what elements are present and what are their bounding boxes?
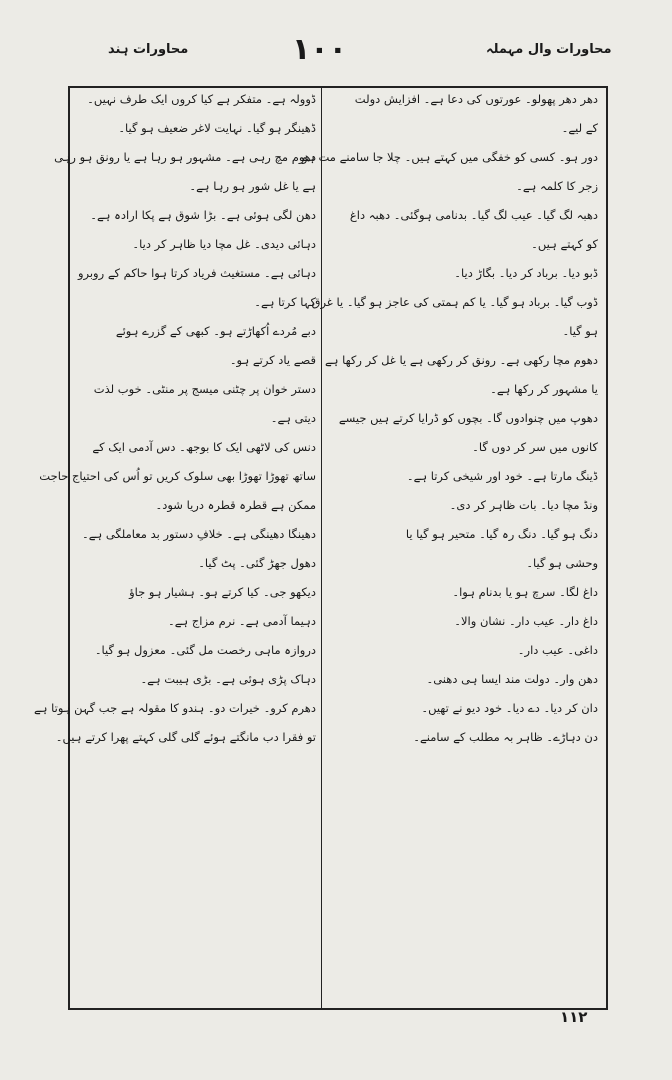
text-line: ڈوولہ ہے۔ متفکر ہے کیا کروں ایک طرف نہیں۔: [87, 92, 316, 106]
text-line: تو فقرا دب مانگتے ہوئے گلی گلی کہتے پھرا کرتے ہیں۔: [55, 730, 316, 744]
text-line: دبے مُردے اُکھاڑتے ہو۔ کبھی کے گزرے ہوئے: [115, 324, 316, 338]
text-line: دہیما آدمی ہے۔ نرم مزاج ہے۔: [167, 614, 316, 628]
text-line: دہائی ہے۔ مستغیث فریاد کرتا ہوا حاکم کے روبرو: [77, 266, 316, 280]
running-header-right: محاورات وال مہملہ: [486, 42, 612, 57]
text-line: داغی۔ عیب دار۔: [517, 643, 598, 657]
text-line: دیتی ہے۔: [270, 411, 316, 425]
text-line: دھر دھر پھولو۔ عورتوں کی دعا ہے۔ افزایش دولت: [354, 92, 598, 106]
text-line: دھن لگی ہوئی ہے۔ بڑا شوق ہے پکا ارادہ ہے۔: [90, 208, 316, 222]
text-line: دھوم مچ رہی ہے۔ مشہور ہو رہا ہے یا رونق ہو رہی: [54, 150, 316, 164]
text-line: دنس کی لاٹھی ایک کا بوجھ۔ دس آدمی ایک کے: [92, 440, 316, 454]
right-column: [302, 92, 598, 759]
text-line: کہا کرتا ہے۔: [254, 295, 316, 309]
text-line: ڈینگ مارتا ہے۔ خود اور شیخی کرتا ہے۔: [406, 469, 598, 483]
text-line: دنگ ہو گیا۔ دنگ رہ گیا۔ متحیر ہو گیا یا: [405, 527, 598, 541]
text-line: ہو گیا۔: [562, 324, 598, 338]
text-line: دھول جھڑ گئی۔ پٹ گیا۔: [198, 556, 316, 570]
text-line: کے لیے۔: [561, 121, 598, 135]
text-line: ونڈ مچا دیا۔ بات ظاہر کر دی۔: [449, 498, 598, 512]
text-line: ساتھ تھوڑا تھوڑا بھی سلوک کریں تو اُس کی احتیاج حاجت: [39, 469, 316, 483]
text-line: دیکھو جی۔ کیا کرتے ہو۔ ہشیار ہو جاؤ: [129, 585, 316, 599]
text-line: دھبہ لگ گیا۔ عیب لگ گیا۔ بدنامی ہوگئی۔ دھبہ داغ: [349, 208, 598, 222]
text-line: ڈھینگر ہو گیا۔ نہایت لاغر ضعیف ہو گیا۔: [118, 121, 316, 135]
text-line: دہائی دیدی۔ غل مچا دیا ظاہر کر دیا۔: [132, 237, 316, 251]
sheet-number: ١١٢: [560, 1008, 588, 1026]
text-line: داغ لگا۔ سرچ ہو یا بدنام ہوا۔: [452, 585, 598, 599]
text-line: دہاک پڑی ہوئی ہے۔ بڑی ہیبت ہے۔: [140, 672, 316, 686]
text-line: دان کر دیا۔ دے دیا۔ خود دیو نے تھیں۔: [421, 701, 598, 715]
text-line: دروازہ ماہی رخصت مل گئی۔ معزول ہو گیا۔: [94, 643, 316, 657]
text-line: داغ دار۔ عیب دار۔ نشان والا۔: [454, 614, 598, 628]
text-line: قصے یاد کرتے ہو۔: [229, 353, 316, 367]
text-line: دن دہاڑے۔ ظاہر بہ مطلب کے سامنے۔: [413, 730, 598, 744]
text-line: دور ہو۔ کسی کو خفگی میں کہتے ہیں۔ چلا جا سامنے مت ہو: [302, 150, 598, 164]
text-line: دھوم مچا رکھی ہے۔ رونق کر رکھی ہے یا غل کر رکھا ہے: [325, 353, 598, 367]
page-number: ١٠٠: [292, 32, 347, 67]
text-line: دھن وار۔ دولت مند ایسا ہی دھنی۔: [426, 672, 598, 686]
text-line: ممکن ہے قطرہ قطرہ دریا شود۔: [155, 498, 316, 512]
running-header-left: محاورات ہند: [108, 42, 189, 57]
text-line: ڈوب گیا۔ برباد ہو گیا۔ یا کم ہمتی کی عاجز ہو گیا۔ یا غرق: [311, 295, 598, 309]
column-divider: [321, 86, 322, 1010]
text-line: وحشی ہو گیا۔: [526, 556, 598, 570]
text-line: زجر کا کلمہ ہے۔: [516, 179, 598, 193]
text-line: کو کہتے ہیں۔: [531, 237, 598, 251]
text-line: دھینگا دھینگی ہے۔ خلافِ دستور بد معاملگی ہے۔: [81, 527, 316, 541]
text-line: کانوں میں سر کر دوں گا۔: [472, 440, 598, 454]
left-column: [34, 92, 316, 759]
text-line: دھرم کرو۔ خیرات دو۔ ہندو کا مقولہ ہے جب گہن ہوتا ہے: [34, 701, 316, 715]
text-line: دھوپ میں چنوادوں گا۔ بچوں کو ڈرایا کرتے ہیں جیسے: [338, 411, 598, 425]
text-line: ڈبو دیا۔ برباد کر دیا۔ بگاڑ دیا۔: [454, 266, 598, 280]
text-line: دستر خوان پر چٹنی میسج پر منٹی۔ خوب لذت: [93, 382, 316, 396]
text-line: ہے یا غل شور ہو رہا ہے۔: [189, 179, 316, 193]
text-line: یا مشہور کر رکھا ہے۔: [490, 382, 598, 396]
